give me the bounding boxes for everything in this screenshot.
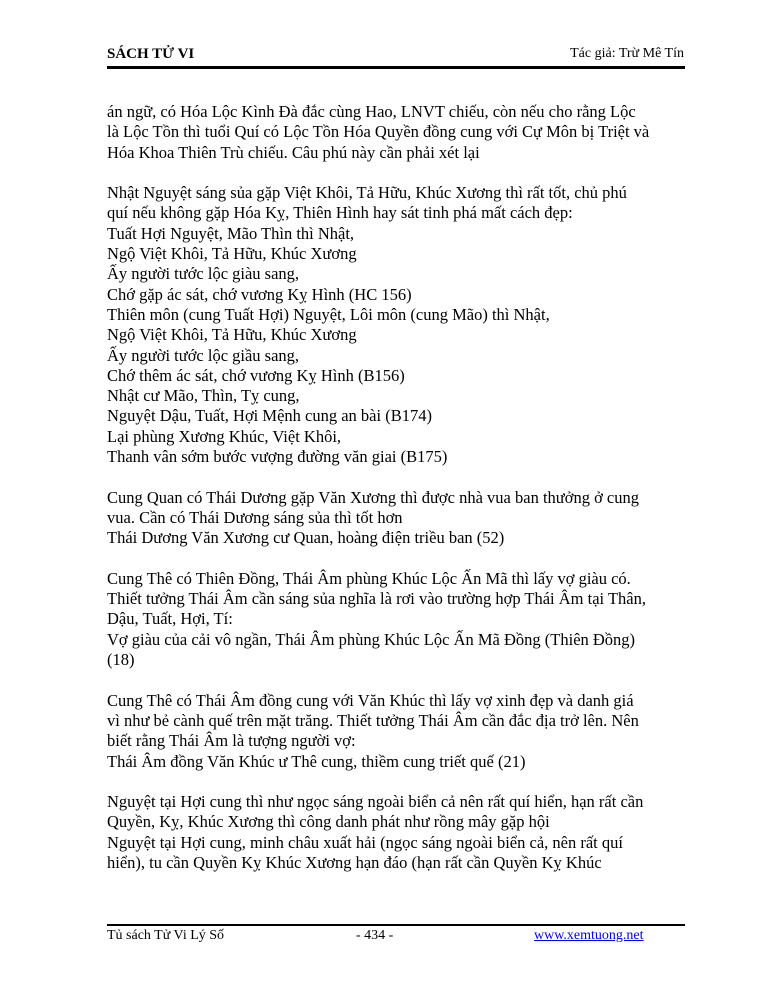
text-line: Chớ thêm ác sát, chớ vương Kỵ Hình (B156) (107, 365, 405, 385)
text-line: vì như bẻ cành quế trên mặt trăng. Thiết tưởng Thái Âm cần đắc địa trở lên. Nên (107, 710, 639, 730)
text-line: Nguyệt tại Hợi cung, minh châu xuất hải (ngọc sáng ngoài biển cả, nên rất quí (107, 832, 623, 852)
page-number: - 434 - (356, 928, 394, 943)
text-line: án ngữ, có Hóa Lộc Kình Đà đắc cùng Hao, LNVT chiếu, còn nếu cho rằng Lộc (107, 102, 636, 121)
text-line: Thái Âm đồng Văn Khúc ư Thê cung, thiềm cung triết quế (21) (107, 751, 526, 771)
paragraph (107, 183, 689, 467)
text-line: Tuất Hợi Nguyệt, Mão Thìn thì Nhật, (107, 223, 355, 243)
text-line: vua. Cần có Thái Dương sáng sủa thì tốt hơn (107, 507, 403, 527)
paragraph (107, 792, 689, 873)
page-body (107, 102, 689, 894)
header-rule (107, 66, 685, 69)
text-line: Thanh vân sớm bước vượng đường văn giai (B175) (107, 447, 448, 467)
text-line: Cung Quan có Thái Dương gặp Văn Xương thì được nhà vua ban thưởng ở cung (107, 487, 639, 507)
text-line: Vợ giàu của cải vô ngần, Thái Âm phùng Khúc Lộc Ấn Mã Đồng (Thiên Đồng) (107, 629, 636, 649)
series-name: Tủ sách Tử Vi Lý Số (107, 928, 225, 943)
text-line: Nguyệt Dậu, Tuất, Hợi Mệnh cung an bài (B174) (107, 406, 432, 426)
text-line: Cung Thê có Thái Âm đồng cung với Văn Khúc thì lấy vợ xinh đẹp và danh giá (107, 690, 634, 710)
text-line: Nhật cư Mão, Thìn, Tỵ cung, (107, 386, 300, 406)
text-line: Nguyệt tại Hợi cung thì như ngọc sáng ngoài biển cả nên rất quí hiển, hạn rất cần (107, 792, 644, 812)
text-line: Dậu, Tuất, Hợi, Tí: (107, 609, 233, 629)
text-line: Hóa Khoa Thiên Trù chiếu. Câu phú này cần phải xét lại (107, 142, 480, 162)
text-line: Ấy người tước lộc giàu sang, (107, 264, 300, 284)
text-line: Quyền, Kỵ, Khúc Xương thì công danh phát như rồng mây gặp hội (107, 812, 550, 832)
text-line: quí nếu không gặp Hóa Kỵ, Thiên Hình hay sát tinh phá mất cách đẹp: (107, 203, 573, 223)
paragraph (107, 102, 689, 163)
text-line: Thiên môn (cung Tuất Hợi) Nguyệt, Lôi môn (cung Mão) thì Nhật, (107, 304, 550, 324)
text-line: biết rằng Thái Âm là tượng người vợ: (107, 731, 356, 751)
text-line: Lại phùng Xương Khúc, Việt Khôi, (107, 426, 342, 446)
author-credit: Tác giả: Trừ Mê Tín (570, 46, 684, 61)
text-line: Thiết tưởng Thái Âm cần sáng sủa nghĩa là rơi vào trường hợp Thái Âm tại Thân, (107, 589, 646, 609)
website-link[interactable]: www.xemtuong.net (534, 928, 644, 943)
text-line: hiển), tu cần Quyền Kỵ Khúc Xương hạn đáo (hạn rất cần Quyền Kỵ Khúc (107, 852, 602, 872)
paragraph (107, 691, 689, 772)
paragraph (107, 488, 689, 549)
book-title: SÁCH TỬ VI (107, 46, 195, 62)
text-line: Ấy người tước lộc giầu sang, (107, 345, 300, 365)
text-line: (18) (107, 650, 135, 670)
text-line: Ngộ Việt Khôi, Tả Hữu, Khúc Xương (107, 325, 357, 345)
text-line: Nhật Nguyệt sáng sủa gặp Việt Khôi, Tả Hữu, Khúc Xương thì rất tốt, chủ phú (107, 183, 627, 203)
footer-rule (107, 924, 685, 926)
text-line: Chớ gặp ác sát, chớ vương Kỵ Hình (HC 156) (107, 284, 412, 304)
paragraph (107, 569, 689, 670)
text-line: là Lộc Tồn thì tuổi Quí có Lộc Tồn Hóa Quyền đồng cung với Cự Môn bị Triệt và (107, 122, 650, 142)
text-line: Ngộ Việt Khôi, Tả Hữu, Khúc Xương (107, 244, 357, 264)
page-header (107, 46, 684, 66)
text-line: Thái Dương Văn Xương cư Quan, hoàng điện triều ban (52) (107, 528, 505, 548)
text-line: Cung Thê có Thiên Đồng, Thái Âm phùng Khúc Lộc Ấn Mã thì lấy vợ giàu có. (107, 568, 631, 588)
